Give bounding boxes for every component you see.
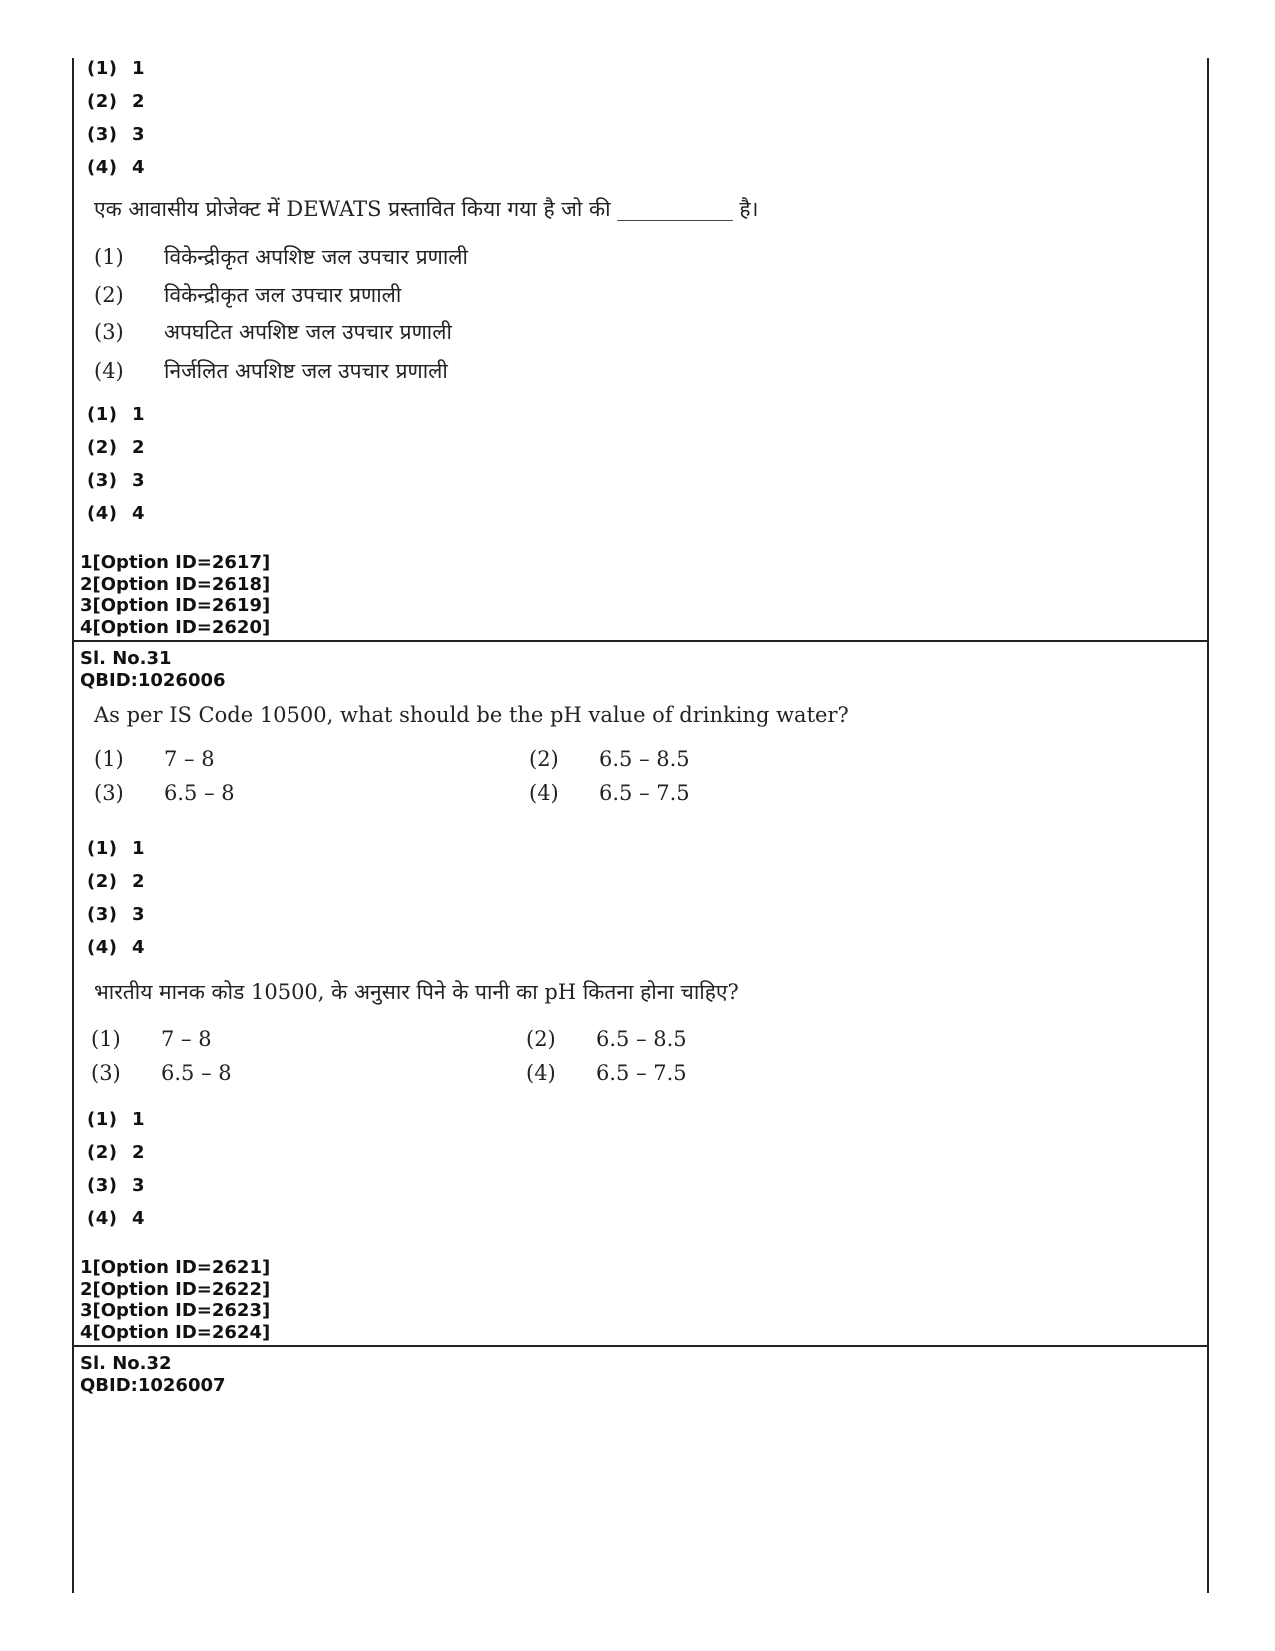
answer-option: (4) 4 [87, 1208, 146, 1229]
answer-option: (3) 3 [87, 904, 146, 925]
option-id: 2[Option ID=2622] [80, 1278, 271, 1300]
question-text: As per IS Code 10500, what should be the pH value of drinking water? [94, 703, 849, 727]
answer-option: (1) 1 [87, 58, 146, 79]
option-id: 2[Option ID=2618] [80, 573, 271, 595]
hindi-choice: (2) 6.5 – 8.5 [526, 1027, 687, 1051]
answer-option: (2) 2 [87, 437, 146, 458]
option-id: 3[Option ID=2623] [80, 1300, 271, 1321]
hindi-question-text: एक आवासीय प्रोजेक्ट में DEWATS प्रस्तावित किया गया है जो की ___________ है। [94, 197, 759, 221]
option-id-list [80, 552, 270, 638]
answer-option: (2) 2 [87, 1142, 146, 1163]
hindi-choice: (4) निर्जलित अपशिष्ट जल उपचार प्रणाली [94, 359, 448, 383]
serial-number: Sl. No.31 [80, 648, 172, 669]
choice: (2) 6.5 – 8.5 [529, 747, 690, 771]
hindi-choice: (4) 6.5 – 7.5 [526, 1061, 687, 1085]
choice: (3) 6.5 – 8 [94, 781, 235, 805]
hindi-choice: (2) विकेन्द्रीकृत जल उपचार प्रणाली [94, 283, 402, 307]
option-id: 4[Option ID=2624] [80, 1321, 271, 1343]
choice: (4) 6.5 – 7.5 [529, 781, 690, 805]
answer-option: (4) 4 [87, 503, 146, 524]
hindi-choice: (3) अपघटित अपशिष्ट जल उपचार प्रणाली [94, 320, 452, 344]
qbid: QBID:1026007 [80, 1374, 226, 1396]
answer-option: (1) 1 [87, 1109, 146, 1130]
question-paper-frame [72, 58, 1209, 1593]
option-id-list [80, 1257, 270, 1343]
answer-option: (3) 3 [87, 470, 146, 491]
section-divider [74, 1345, 1207, 1347]
serial-number: Sl. No.32 [80, 1353, 172, 1374]
option-id: 4[Option ID=2620] [80, 616, 271, 638]
answer-option: (3) 3 [87, 1175, 146, 1196]
answer-option: (1) 1 [87, 404, 146, 425]
answer-option: (4) 4 [87, 157, 146, 178]
qbid: QBID:1026006 [80, 669, 226, 691]
hindi-choice: (1) 7 – 8 [91, 1027, 212, 1051]
option-id: 1[Option ID=2621] [80, 1257, 271, 1278]
option-id: 3[Option ID=2619] [80, 595, 271, 616]
hindi-choice: (1) विकेन्द्रीकृत अपशिष्ट जल उपचार प्रणाली [94, 245, 468, 269]
choice: (1) 7 – 8 [94, 747, 215, 771]
answer-option: (3) 3 [87, 124, 146, 145]
question-meta [80, 1353, 226, 1396]
answer-option: (2) 2 [87, 871, 146, 892]
answer-option: (2) 2 [87, 91, 146, 112]
hindi-choice: (3) 6.5 – 8 [91, 1061, 232, 1085]
hindi-question-text: भारतीय मानक कोड 10500, के अनुसार पिने के पानी का pH कितना होना चाहिए? [94, 980, 739, 1004]
option-id: 1[Option ID=2617] [80, 552, 271, 573]
question-meta [80, 648, 226, 691]
answer-option: (1) 1 [87, 838, 146, 859]
section-divider [74, 640, 1207, 642]
answer-option: (4) 4 [87, 937, 146, 958]
